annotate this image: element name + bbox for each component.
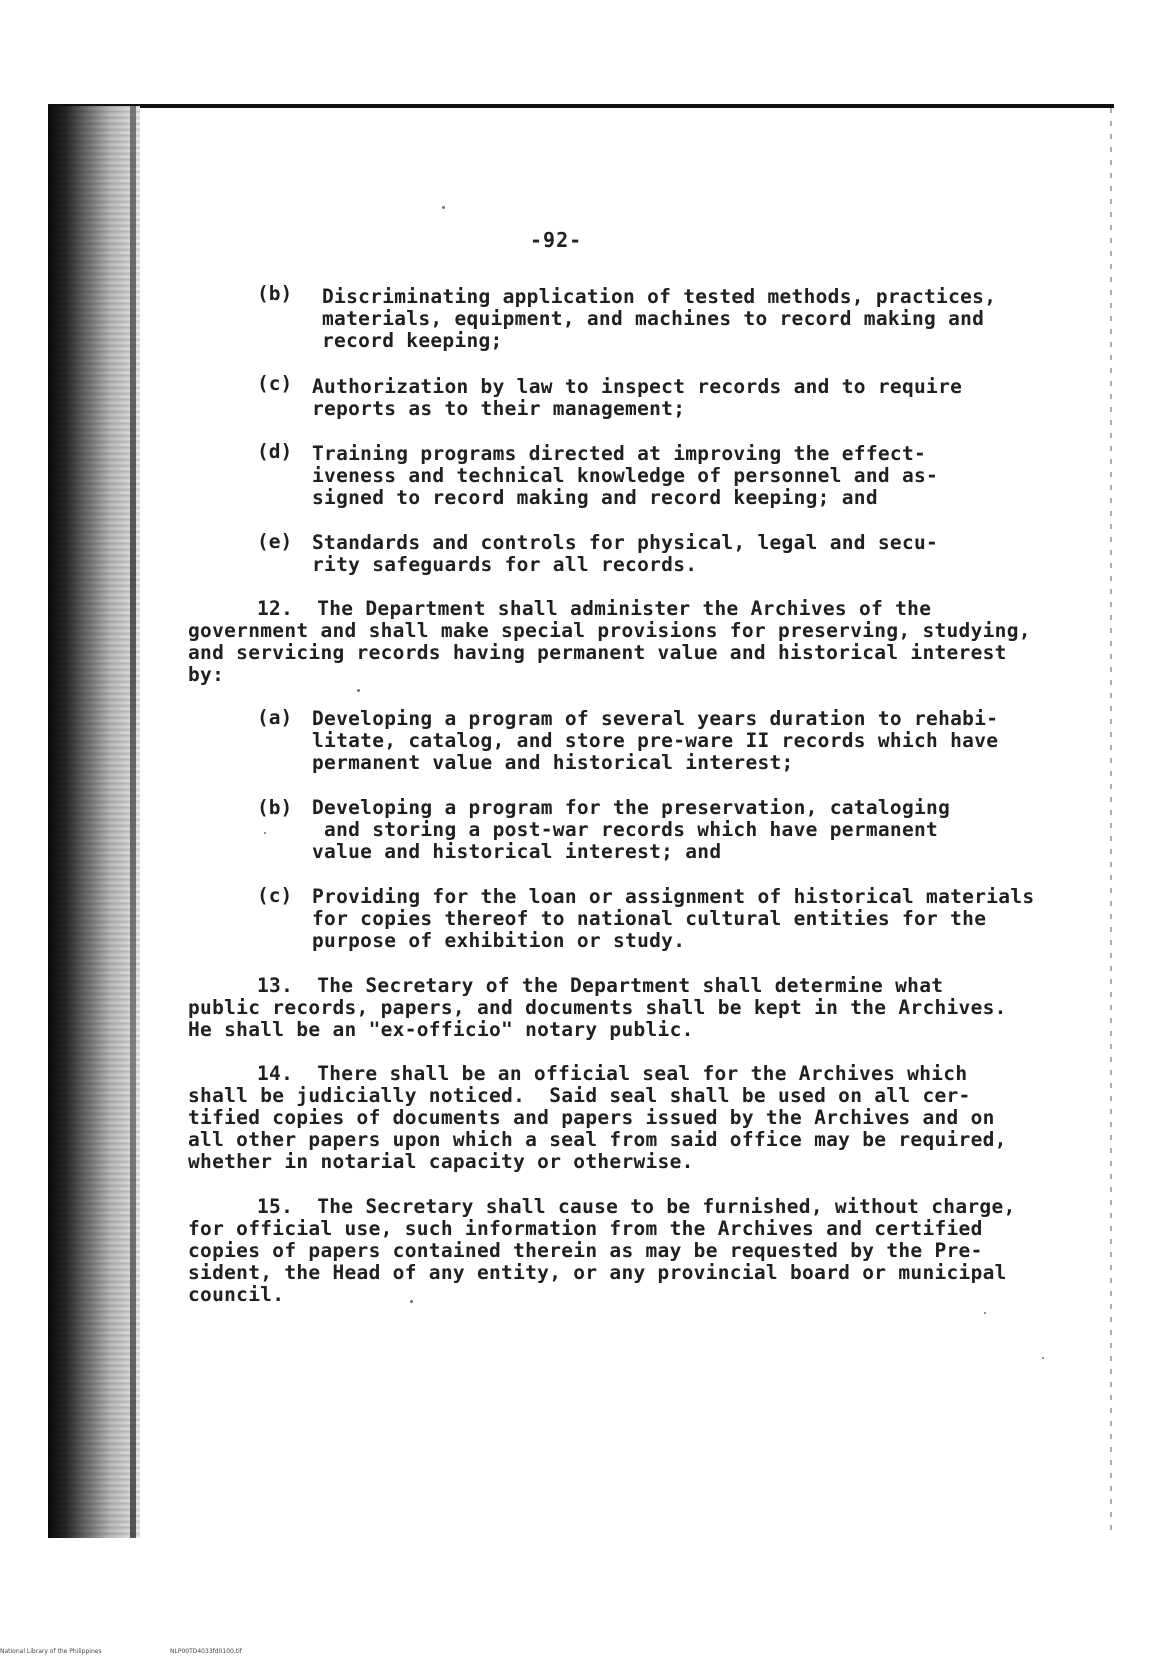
paragraph-15-line-5: council.	[188, 1283, 285, 1306]
paragraph-15-line-2: for official use, such information from the Archives and certified	[188, 1217, 983, 1240]
paragraph-15-line-4: sident, the Head of any entity, or any provincial board or municipal	[188, 1261, 1007, 1284]
item-e-line-1: Standards and controls for physical, legal and secu-	[312, 531, 939, 554]
item-d-line-1: Training programs directed at improving the effect-	[312, 442, 927, 465]
item-b-line-3: record keeping;	[322, 329, 503, 352]
page-number: -92-	[530, 228, 583, 252]
paragraph-14-line-3: tified copies of documents and papers issued by the Archives and on	[188, 1106, 995, 1129]
p12-item-c-line-1: Providing for the loan or assignment of historical materials	[312, 885, 1035, 908]
paragraph-13-line-1: 13. The Secretary of the Department shall determine what	[257, 974, 944, 997]
paragraph-14-line-5: whether in notarial capacity or otherwise.	[188, 1150, 694, 1173]
scan-speck	[1042, 1357, 1044, 1359]
paragraph-12-line-2: government and shall make special provisions for preserving, studying,	[188, 619, 1031, 642]
item-b-line-1: Discriminating application of tested methods, practices,	[322, 285, 997, 308]
paragraph-13-line-2: public records, papers, and documents shall be kept in the Archives.	[188, 996, 1007, 1019]
footer-library-name: National Library of the Philippines	[0, 1648, 102, 1655]
scan-speck	[357, 689, 360, 692]
p12-item-b-line-2: and storing a post-war records which have permanent	[312, 818, 939, 841]
p12-item-a-line-3: permanent value and historical interest;	[312, 751, 794, 774]
item-d-line-3: signed to record making and record keeping; and	[312, 486, 878, 509]
item-label-e: (e)	[257, 530, 293, 553]
paragraph-15-line-3: copies of papers contained therein as may be requested by the Pre-	[188, 1239, 983, 1262]
p12-item-label-a: (a)	[257, 706, 293, 729]
scan-speck	[410, 1300, 413, 1303]
paragraph-15-line-1: 15. The Secretary shall cause to be furnished, without charge,	[257, 1195, 1016, 1218]
top-border-line	[48, 104, 1114, 108]
p12-item-a-line-1: Developing a program of several years duration to rehabi-	[312, 707, 999, 730]
paragraph-13-line-3: He shall be an "ex-officio" notary public.	[188, 1018, 694, 1041]
item-c-line-2: reports as to their management;	[312, 397, 686, 420]
item-label-d: (d)	[257, 440, 293, 463]
p12-item-b-line-3: value and historical interest; and	[312, 840, 722, 863]
paragraph-14-line-2: shall be judicially noticed. Said seal shall be used on all cer-	[188, 1084, 971, 1107]
binding-edge	[130, 106, 136, 1538]
item-c-line-1: Authorization by law to inspect records and to require	[312, 375, 963, 398]
item-label-c: (c)	[257, 372, 293, 395]
paragraph-12-line-1: 12. The Department shall administer the Archives of the	[257, 597, 932, 620]
p12-item-label-c: (c)	[257, 884, 293, 907]
paragraph-12-line-4: by:	[188, 663, 225, 686]
item-b-line-2: materials, equipment, and machines to record making and	[322, 307, 985, 330]
binding-shadow	[48, 106, 140, 1538]
p12-item-b-line-1: Developing a program for the preservation, cataloging	[312, 796, 951, 819]
item-e-line-2: rity safeguards for all records.	[312, 553, 698, 576]
p12-item-a-line-2: litate, catalog, and store pre-ware II records which have	[312, 729, 999, 752]
footer-file-name: NLP00TD4033fd0100.tif	[170, 1648, 242, 1655]
item-label-b: (b)	[257, 282, 293, 305]
p12-item-label-b: (b)	[257, 796, 293, 819]
right-page-edge	[1110, 108, 1112, 1538]
item-d-line-2: iveness and technical knowledge of personnel and as-	[312, 464, 939, 487]
paragraph-14-line-4: all other papers upon which a seal from said office may be required,	[188, 1128, 1007, 1151]
scan-speck	[264, 832, 266, 834]
scan-speck	[984, 1312, 986, 1314]
p12-item-c-line-2: for copies thereof to national cultural entities for the	[312, 907, 987, 930]
paragraph-14-line-1: 14. There shall be an official seal for the Archives which	[257, 1062, 968, 1085]
scan-speck	[442, 206, 445, 209]
p12-item-c-line-3: purpose of exhibition or study.	[312, 929, 686, 952]
paragraph-12-line-3: and servicing records having permanent value and historical interest	[188, 641, 1007, 664]
